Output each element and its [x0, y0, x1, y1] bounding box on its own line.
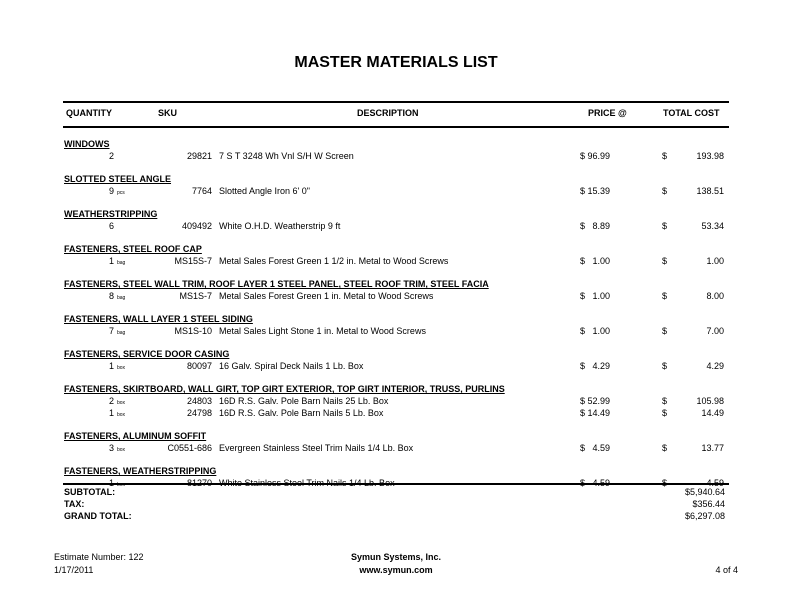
sku-cell: MS15S-7	[174, 256, 212, 266]
price-cell: 1.00	[592, 256, 610, 266]
description-cell: 16 Galv. Spiral Deck Nails 1 Lb. Box	[219, 361, 364, 371]
section-header	[0, 430, 792, 442]
total-currency: $	[662, 326, 668, 336]
sku-cell: C0551-686	[167, 443, 212, 453]
section-header	[0, 313, 792, 325]
total-cost-cell: 193.98	[696, 151, 724, 161]
section-title: WINDOWS	[64, 139, 110, 149]
grand-total-row	[63, 509, 729, 521]
description-cell: 16D R.S. Galv. Pole Barn Nails 5 Lb. Box	[219, 408, 384, 418]
unit-cell: box	[117, 365, 126, 371]
quantity-cell: 1	[108, 478, 114, 488]
table-row	[0, 220, 792, 232]
price-cell: 52.99	[587, 396, 610, 406]
table-row	[0, 325, 792, 337]
section-title: FASTENERS, WALL LAYER 1 STEEL SIDING	[64, 314, 253, 324]
total-currency: $	[662, 396, 668, 406]
header-top-rule	[63, 101, 729, 103]
section-header	[0, 465, 792, 477]
sku-cell: 24803	[186, 396, 212, 406]
section-title: WEATHERSTRIPPING	[64, 209, 158, 219]
subtotal-label: SUBTOTAL:	[64, 487, 116, 497]
table-row	[0, 255, 792, 267]
page-title: MASTER MATERIALS LIST	[294, 54, 498, 71]
quantity-cell: 8	[108, 291, 114, 301]
total-cost-cell: 8.00	[706, 291, 724, 301]
price-currency: $	[580, 186, 586, 196]
subtotal-row	[63, 485, 729, 497]
table-row	[0, 185, 792, 197]
col-header-sku: SKU	[158, 108, 178, 118]
quantity-cell: 7	[108, 326, 114, 336]
price-currency: $	[580, 408, 586, 418]
sku-cell: 409492	[181, 221, 212, 231]
total-currency: $	[662, 221, 668, 231]
sku-cell: 29821	[186, 151, 212, 161]
table-row	[0, 407, 792, 419]
total-currency: $	[662, 256, 668, 266]
footer-page-number: 4 of 4	[715, 565, 738, 575]
price-cell: 1.00	[592, 326, 610, 336]
quantity-cell: 1	[108, 361, 114, 371]
unit-cell: bag	[117, 295, 126, 301]
quantity-cell: 6	[108, 221, 114, 231]
total-cost-cell: 13.77	[701, 443, 724, 453]
col-header-quantity: QUANTITY	[66, 108, 112, 118]
section-header	[0, 278, 792, 290]
col-header-price: PRICE @	[588, 108, 627, 118]
price-currency: $	[580, 326, 586, 336]
subtotal-value: $5,940.64	[684, 487, 725, 497]
unit-cell: bag	[117, 260, 126, 266]
price-currency: $	[580, 291, 586, 301]
quantity-cell: 1	[108, 408, 114, 418]
quantity-cell: 2	[108, 396, 114, 406]
total-currency: $	[662, 291, 668, 301]
price-cell: 4.29	[592, 361, 610, 371]
price-currency: $	[580, 478, 586, 488]
section-header	[0, 348, 792, 360]
description-cell: Metal Sales Forest Green 1 1/2 in. Metal to Wood Screws	[219, 256, 449, 266]
grand-total-value: $6,297.08	[684, 511, 725, 521]
col-header-total-cost: TOTAL COST	[663, 108, 720, 118]
price-currency: $	[580, 151, 586, 161]
quantity-cell: 2	[108, 151, 114, 161]
tax-row	[63, 497, 729, 509]
footer-estimate: Estimate Number: 122	[54, 552, 144, 562]
sku-cell: 7764	[191, 186, 212, 196]
description-cell: Metal Sales Light Stone 1 in. Metal to Wood Screws	[219, 326, 426, 336]
section-title: FASTENERS, WEATHERSTRIPPING	[64, 466, 217, 476]
table-row	[0, 150, 792, 162]
total-cost-cell: 53.34	[701, 221, 724, 231]
total-cost-cell: 4.29	[706, 361, 724, 371]
footer-company: Symun Systems, Inc.	[350, 552, 442, 562]
grand-total-label: GRAND TOTAL:	[64, 511, 132, 521]
price-currency: $	[580, 361, 586, 371]
col-header-description: DESCRIPTION	[357, 108, 419, 118]
total-cost-cell: 138.51	[696, 186, 724, 196]
total-cost-cell: 1.00	[706, 256, 724, 266]
totals-block	[63, 483, 729, 521]
section-header	[0, 243, 792, 255]
section-header	[0, 383, 792, 395]
sku-cell: MS1S-7	[179, 291, 212, 301]
price-cell: 4.59	[592, 478, 610, 488]
total-cost-cell: 4.59	[706, 478, 724, 488]
section-header	[0, 173, 792, 185]
tax-label: TAX:	[64, 499, 85, 509]
price-currency: $	[580, 256, 586, 266]
footer-website: www.symun.com	[359, 565, 433, 575]
quantity-cell: 9	[108, 186, 114, 196]
sku-cell: 81270	[186, 478, 212, 488]
section-title: FASTENERS, SERVICE DOOR CASING	[64, 349, 230, 359]
sku-cell: MS1S-10	[174, 326, 212, 336]
description-cell: Evergreen Stainless Steel Trim Nails 1/4 Lb. Box	[219, 443, 414, 453]
total-currency: $	[662, 151, 668, 161]
unit-cell: bag	[117, 330, 126, 336]
sku-cell: 80097	[186, 361, 212, 371]
unit-cell: box	[117, 447, 126, 453]
total-currency: $	[662, 478, 668, 488]
section-title: FASTENERS, STEEL WALL TRIM, ROOF LAYER 1 STEEL PANEL, STEEL ROOF TRIM, STEEL FACIA	[64, 279, 489, 289]
description-cell: White Stainless Steel Trim Nails 1/4 Lb. Box	[219, 478, 395, 488]
section-title: FASTENERS, SKIRTBOARD, WALL GIRT, TOP GIRT EXTERIOR, TOP GIRT INTERIOR, TRUSS, PURLINS	[64, 384, 505, 394]
header-bottom-rule	[63, 126, 729, 128]
table-row	[0, 290, 792, 302]
section-title: SLOTTED STEEL ANGLE	[64, 174, 172, 184]
section-header	[0, 138, 792, 150]
price-cell: 15.39	[587, 186, 610, 196]
price-currency: $	[580, 221, 586, 231]
section-header	[0, 208, 792, 220]
total-currency: $	[662, 408, 668, 418]
tax-value: $356.44	[692, 499, 725, 509]
price-currency: $	[580, 396, 586, 406]
quantity-cell: 3	[108, 443, 114, 453]
table-row	[0, 360, 792, 372]
unit-cell: pcs	[117, 190, 125, 196]
total-cost-cell: 105.98	[696, 396, 724, 406]
price-cell: 14.49	[587, 408, 610, 418]
price-cell: 4.59	[592, 443, 610, 453]
description-cell: 16D R.S. Galv. Pole Barn Nails 25 Lb. Box	[219, 396, 389, 406]
price-cell: 1.00	[592, 291, 610, 301]
price-cell: 8.89	[592, 221, 610, 231]
price-currency: $	[580, 443, 586, 453]
section-title: FASTENERS, STEEL ROOF CAP	[64, 244, 202, 254]
total-cost-cell: 14.49	[701, 408, 724, 418]
description-cell: White O.H.D. Weatherstrip 9 ft	[219, 221, 341, 231]
unit-cell: box	[117, 412, 126, 418]
unit-cell: box	[117, 400, 126, 406]
description-cell: Slotted Angle Iron 6' 0"	[219, 186, 310, 196]
footer-date: 1/17/2011	[54, 565, 94, 575]
description-cell: 7 S T 3248 Wh Vnl S/H W Screen	[219, 151, 354, 161]
price-cell: 96.99	[587, 151, 610, 161]
description-cell: Metal Sales Forest Green 1 in. Metal to Wood Screws	[219, 291, 434, 301]
quantity-cell: 1	[108, 256, 114, 266]
materials-list	[0, 138, 792, 489]
total-currency: $	[662, 186, 668, 196]
total-currency: $	[662, 361, 668, 371]
unit-cell: box	[117, 482, 126, 488]
table-row	[0, 395, 792, 407]
table-row	[0, 442, 792, 454]
total-currency: $	[662, 443, 668, 453]
section-title: FASTENERS, ALUMINUM SOFFIT	[64, 431, 207, 441]
sku-cell: 24798	[186, 408, 212, 418]
total-cost-cell: 7.00	[706, 326, 724, 336]
